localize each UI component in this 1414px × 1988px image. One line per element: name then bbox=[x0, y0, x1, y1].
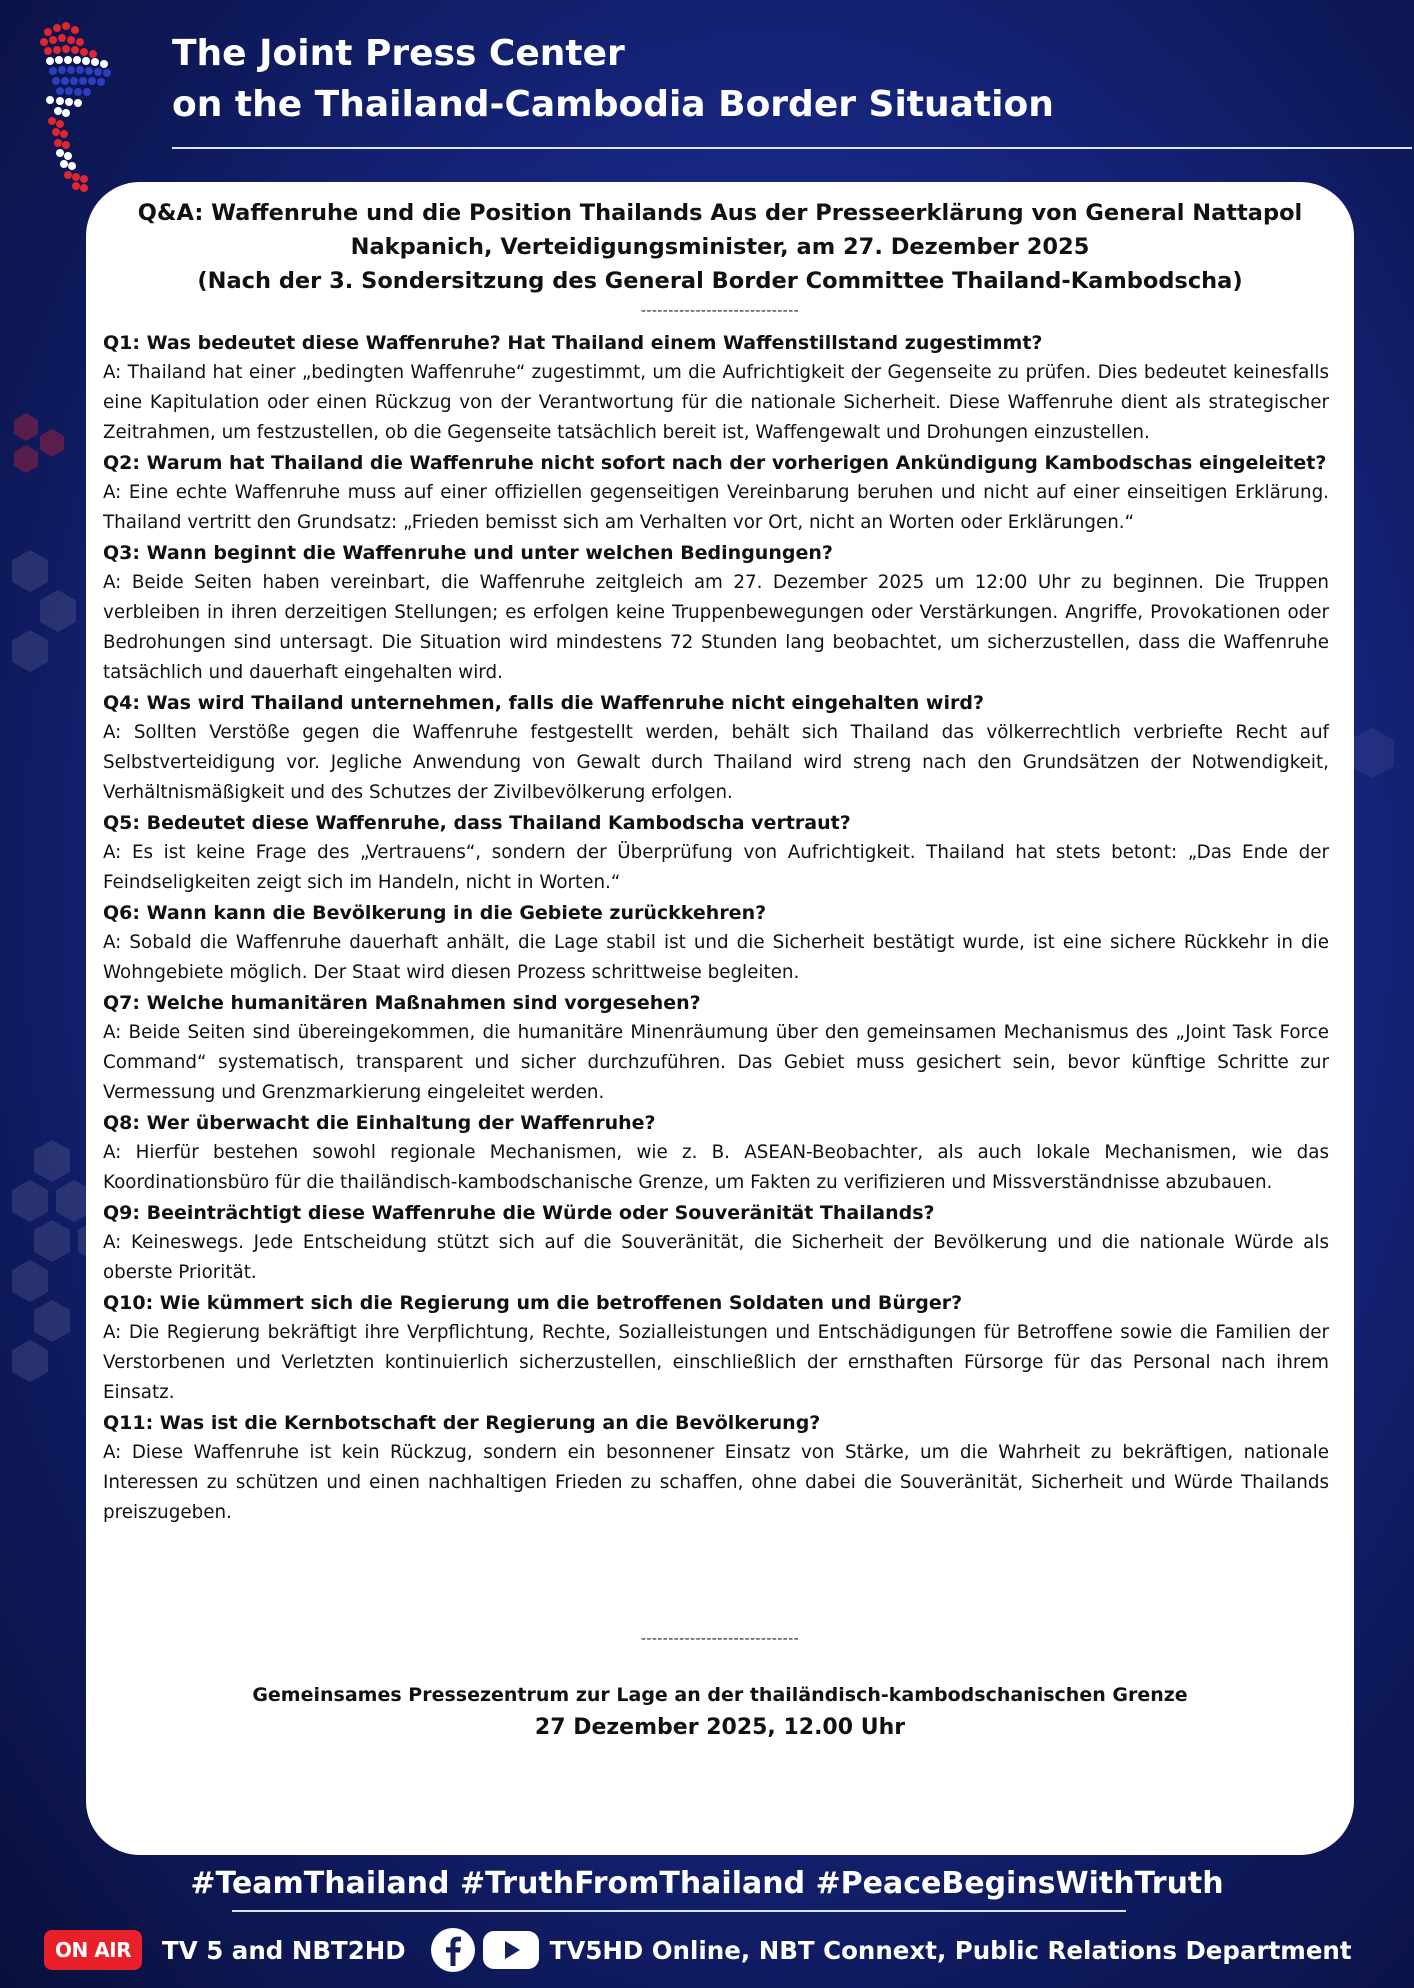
question-6: Q6: Wann kann die Bevölkerung in die Gebiete zurückkehren? bbox=[103, 902, 767, 924]
answer-5: A: Es ist keine Frage des „Vertrauens“, sondern der Überprüfung von Aufrichtigkeit. Thailand hat stets betont: „Das Ende der Feindseligkeiten zeigt sich im Handeln, nicht in Worten.“ bbox=[103, 842, 1329, 893]
question-10: Q10: Wie kümmert sich die Regierung um die betroffenen Soldaten und Bürger? bbox=[103, 1292, 963, 1314]
qa-item-4 bbox=[103, 688, 1329, 808]
question-11: Q11: Was ist die Kernbotschaft der Regierung an die Bevölkerung? bbox=[103, 1412, 821, 1434]
header-title-line-1: The Joint Press Center bbox=[172, 33, 625, 74]
document-title bbox=[86, 196, 1354, 298]
question-7: Q7: Welche humanitären Maßnahmen sind vorgesehen? bbox=[103, 992, 701, 1014]
footer-organization: Gemeinsames Pressezentrum zur Lage an der thailändisch-kambodschanischen Grenze bbox=[252, 1684, 1188, 1706]
question-8: Q8: Wer überwacht die Einhaltung der Waffenruhe? bbox=[103, 1112, 656, 1134]
qa-item-3 bbox=[103, 538, 1329, 688]
document-title-line-2: Nakpanich, Verteidigungsminister, am 27. Dezember 2025 bbox=[350, 234, 1090, 260]
answer-1: A: Thailand hat einer „bedingten Waffenruhe“ zugestimmt, um die Aufrichtigkeit der Gegenseite zu prüfen. Dies bedeutet keinesfalls eine Kapitulation oder einen Rückzug von der Verantwortung für die nationale Sicherheit. Diese Waffenruhe dient als strategischer Zeitrahmen, um festzustellen, ob die Gegenseite tatsächlich bereit ist, Waffengewalt und Drohungen einzustellen. bbox=[103, 362, 1329, 443]
qa-item-6 bbox=[103, 898, 1329, 988]
answer-4: A: Sollten Verstöße gegen die Waffenruhe festgestellt werden, behält sich Thailand das völkerrechtlich verbriefte Recht auf Selbstverteidigung vor. Jegliche Anwendung von Gewalt durch Thailand wird streng nach den Grundsätzen der Notwendigkeit, Verhältnismäßigkeit und des Schutzes der Zivilbevölkerung erfolgen. bbox=[103, 722, 1329, 803]
document-title-line-1: Q&A: Waffenruhe und die Position Thailands Aus der Presseerklärung von General Nattapol bbox=[137, 200, 1303, 226]
on-air-badge: ON AIR bbox=[44, 1930, 142, 1970]
answer-11: A: Diese Waffenruhe ist kein Rückzug, sondern ein besonnener Einsatz von Stärke, um die Wahrheit zu bekräftigen, nationale Interessen zu schützen und einen nachhaltigen Frieden zu schaffen, ohne dabei die Souveränität, Sicherheit und Würde Thailands preiszugeben. bbox=[103, 1442, 1329, 1523]
qa-item-11 bbox=[103, 1408, 1329, 1528]
answer-10: A: Die Regierung bekräftigt ihre Verpflichtung, Rechte, Sozialleistungen und Entschädigungen für Betroffene sowie die Familien der Verstorbenen und Verletzten kontinuierlich sicherzustellen, einschließlich der ernsthaften Fürsorge für das Personal nach ihrem Einsatz. bbox=[103, 1322, 1329, 1403]
answer-9: A: Keineswegs. Jede Entscheidung stützt sich auf die Souveränität, die Sicherheit der Bevölkerung und die nationale Würde als oberste Priorität. bbox=[103, 1232, 1329, 1283]
answer-6: A: Sobald die Waffenruhe dauerhaft anhält, die Lage stabil ist und die Sicherheit bestätigt wurde, ist eine sichere Rückkehr in die Wohngebiete möglich. Der Staat wird diesen Prozess schrittweise begleiten. bbox=[103, 932, 1329, 983]
question-3: Q3: Wann beginnt die Waffenruhe und unter welchen Bedingungen? bbox=[103, 542, 833, 564]
broadcast-bar bbox=[44, 1924, 1352, 1976]
youtube-icon bbox=[482, 1929, 540, 1971]
qa-item-7 bbox=[103, 988, 1329, 1108]
hashtags: #TeamThailand #TruthFromThailand #PeaceBeginsWithTruth bbox=[190, 1866, 1224, 1901]
qa-item-2 bbox=[103, 448, 1329, 538]
qa-item-9 bbox=[103, 1198, 1329, 1288]
facebook-icon bbox=[430, 1927, 476, 1973]
online-channels: TV5HD Online, NBT Connext, Public Relations Department bbox=[549, 1935, 1352, 1965]
qa-item-8 bbox=[103, 1108, 1329, 1198]
document-card bbox=[86, 182, 1354, 1855]
answer-2: A: Eine echte Waffenruhe muss auf einer offiziellen gegenseitigen Vereinbarung beruhen und nicht auf einer einseitigen Erklärung. Thailand vertritt den Grundsatz: „Frieden bemisst sich am Verhalten vor Ort, nicht an Worten oder Erklärungen.“ bbox=[103, 482, 1329, 533]
answer-3: A: Beide Seiten haben vereinbart, die Waffenruhe zeitgleich am 27. Dezember 2025 um 12:00 Uhr zu beginnen. Die Truppen verbleiben in ihren derzeitigen Stellungen; es erfolgen keine Truppenbewegungen oder Verstärkungen. Angriffe, Provokationen oder Bedrohungen sind untersagt. Die Situation wird mindestens 72 Stunden lang beobachtet, um sicherzustellen, dass die Waffenruhe tatsächlich und dauerhaft eingehalten wird. bbox=[103, 572, 1329, 683]
question-2: Q2: Warum hat Thailand die Waffenruhe nicht sofort nach der vorherigen Ankündigung Kambodschas eingeleitet? bbox=[103, 452, 1327, 474]
separator-bottom: ----------------------------- bbox=[640, 1631, 800, 1647]
thailand-map-logo bbox=[36, 18, 136, 198]
qa-item-1 bbox=[103, 328, 1329, 448]
footer-date: 27 Dezember 2025, 12.00 Uhr bbox=[534, 1715, 906, 1740]
question-9: Q9: Beeinträchtigt diese Waffenruhe die Würde oder Souveränität Thailands? bbox=[103, 1202, 935, 1224]
header-title-line-2: on the Thailand-Cambodia Border Situation bbox=[172, 84, 1054, 125]
qa-item-5 bbox=[103, 808, 1329, 898]
question-5: Q5: Bedeutet diese Waffenruhe, dass Thailand Kambodscha vertraut? bbox=[103, 812, 851, 834]
answer-7: A: Beide Seiten sind übereingekommen, die humanitäre Minenräumung über den gemeinsamen Mechanismus des „Joint Task Force Command“ systematisch, transparent und sicher durchzuführen. Das Gebiet muss gesichert sein, bevor künftige Schritte zur Vermessung und Grenzmarkierung eingeleitet werden. bbox=[103, 1022, 1329, 1103]
qa-list bbox=[103, 328, 1329, 1528]
question-4: Q4: Was wird Thailand unternehmen, falls die Waffenruhe nicht eingehalten wird? bbox=[103, 692, 984, 714]
tv-channels: TV 5 and NBT2HD bbox=[162, 1935, 406, 1965]
header-title bbox=[172, 28, 1054, 130]
answer-8: A: Hierfür bestehen sowohl regionale Mechanismen, wie z. B. ASEAN-Beobachter, als auch lokale Mechanismen, wie das Koordinationsbüro für die thailändisch-kambodschanische Grenze, um Fakten zu verifizieren und Missverständnisse abzubauen. bbox=[103, 1142, 1329, 1193]
separator-top: ----------------------------- bbox=[640, 303, 800, 319]
qa-item-10 bbox=[103, 1288, 1329, 1408]
hashtags-divider bbox=[232, 1910, 1126, 1912]
question-1: Q1: Was bedeutet diese Waffenruhe? Hat Thailand einem Waffenstillstand zugestimmt? bbox=[103, 332, 1043, 354]
document-title-line-3: (Nach der 3. Sondersitzung des General Border Committee Thailand-Kambodscha) bbox=[197, 268, 1243, 294]
header-divider bbox=[172, 147, 1412, 149]
